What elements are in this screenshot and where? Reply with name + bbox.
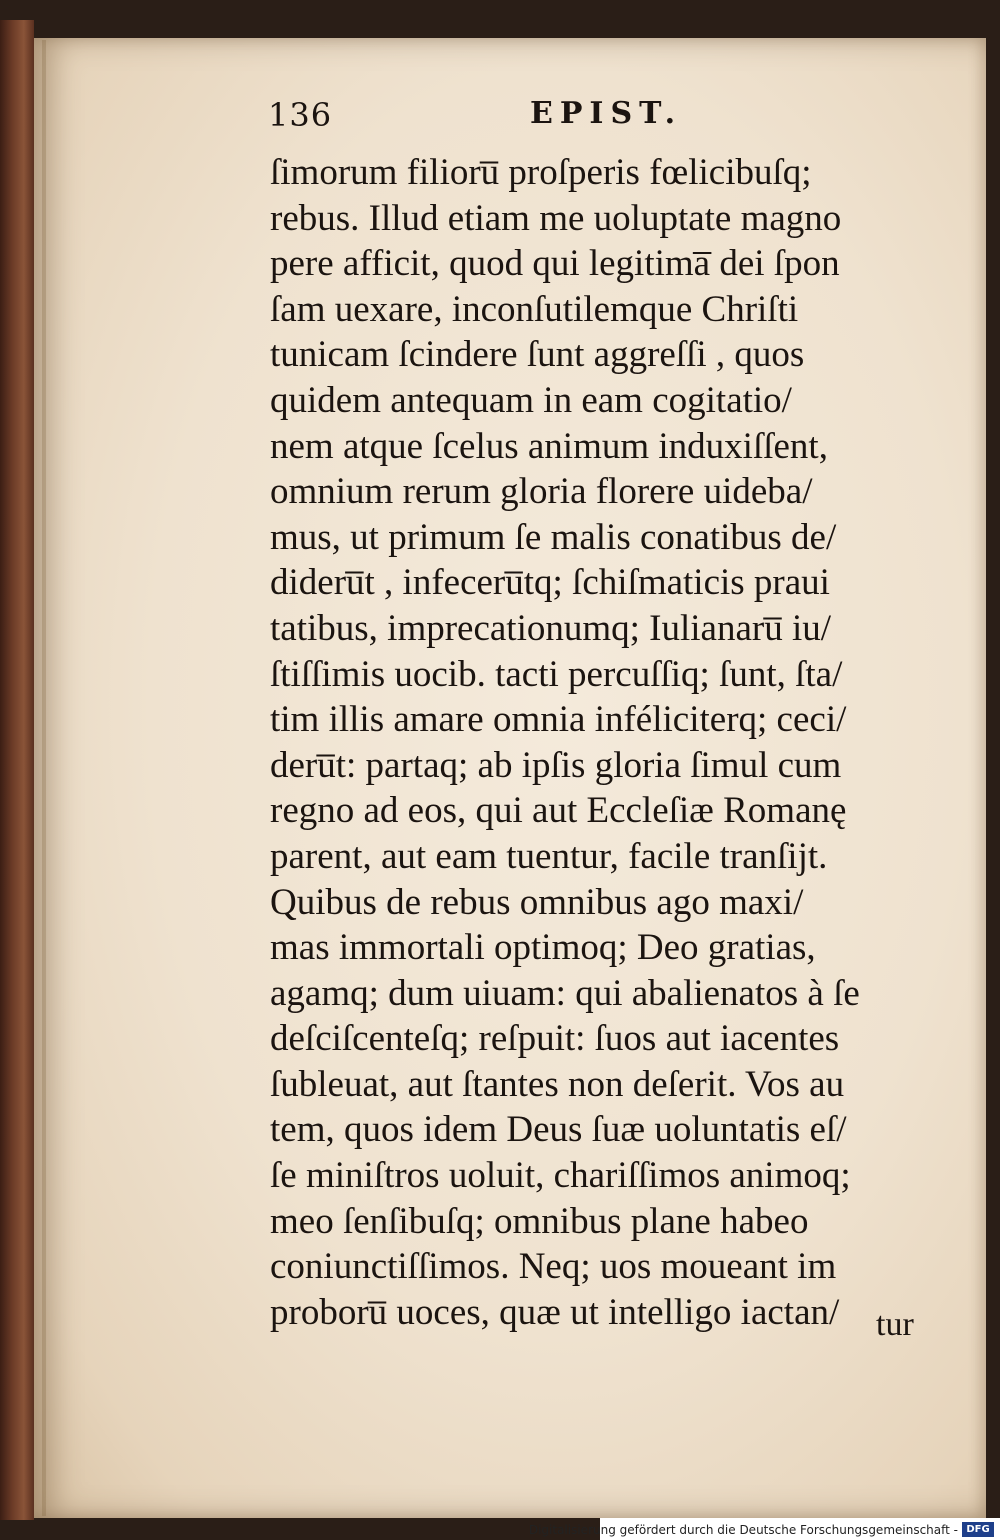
text-line: ſubleuat, aut ſtantes non deſerit. Vos au: [270, 1063, 845, 1105]
footer-bar: [528, 1518, 1000, 1540]
text-line: tunicam ſcindere ſunt aggreſſi , quos: [270, 334, 805, 376]
text-line: ſam uexare, inconſutilemque Chriſti: [270, 288, 799, 330]
text-line: ſtiſſimis uocib. tacti percuſſiq; ſunt, ſta/: [270, 653, 843, 695]
text-line: quidem antequam in eam cogitatio/: [270, 379, 792, 421]
dfg-logo-icon: DFG: [962, 1522, 994, 1537]
text-line: dideru̅t , infeceru̅tq; ſchiſmaticis praui: [270, 562, 830, 604]
text-line: Quibus de rebus omnibus ago maxi/: [270, 881, 804, 923]
gutter-shadow: [42, 40, 46, 1516]
text-line: omnium rerum gloria florere uideba/: [270, 471, 813, 513]
text-line: tim illis amare omnia inféliciterq; ceci/: [270, 699, 847, 741]
page-number: 136: [268, 96, 333, 134]
text-line: rebus. Illud etiam me uoluptate magno: [270, 197, 842, 239]
text-line: ſimorum filioru̅ proſperis fœlicibuſq;: [270, 152, 812, 193]
text-line: agamq; dum uiuam: qui abalienatos à ſe: [270, 972, 860, 1014]
text-line: tem, quos idem Deus ſuæ uoluntatis eſ/: [270, 1109, 847, 1151]
text-line: deſciſcenteſq; reſpuit: ſuos aut iacentes: [270, 1018, 840, 1060]
running-head: EPIST.: [530, 96, 683, 131]
footer-credit: Digitalisierung gefördert durch die Deutsche Forschungsgemeinschaft -: [528, 1523, 958, 1537]
text-line: meo ſenſibuſq; omnibus plane habeo: [270, 1200, 809, 1242]
page-header: [268, 96, 688, 146]
text-line: tatibus, imprecationumq; Iulianaru̅ iu/: [270, 607, 832, 649]
text-line: parent, aut eam tuentur, facile tranſijt.: [270, 835, 828, 877]
catchword: tur: [876, 1306, 914, 1343]
text-line: mas immortali optimoq; Deo gratias,: [270, 927, 816, 969]
text-line: mus, ut primum ſe malis conatibus de/: [270, 516, 837, 558]
text-line: regno ad eos, qui aut Eccleſiæ Romanę: [270, 790, 847, 832]
text-line: ſe miniſtros uoluit, chariſſimos animoq;: [270, 1155, 851, 1197]
text-line: deru̅t: partaq; ab ipſis gloria ſimul cum: [270, 744, 842, 786]
text-line: proboru̅ uoces, quæ ut intelligo iactan/: [270, 1291, 840, 1333]
book-edge: [0, 20, 34, 1520]
text-line: pere afficit, quod qui legitima̅ dei ſpon: [270, 243, 840, 285]
text-line: nem atque ſcelus animum induxiſſent,: [270, 425, 828, 467]
text-line: coniunctiſſimos. Neq; uos moueant im: [270, 1246, 837, 1288]
body-text: [270, 150, 940, 1335]
